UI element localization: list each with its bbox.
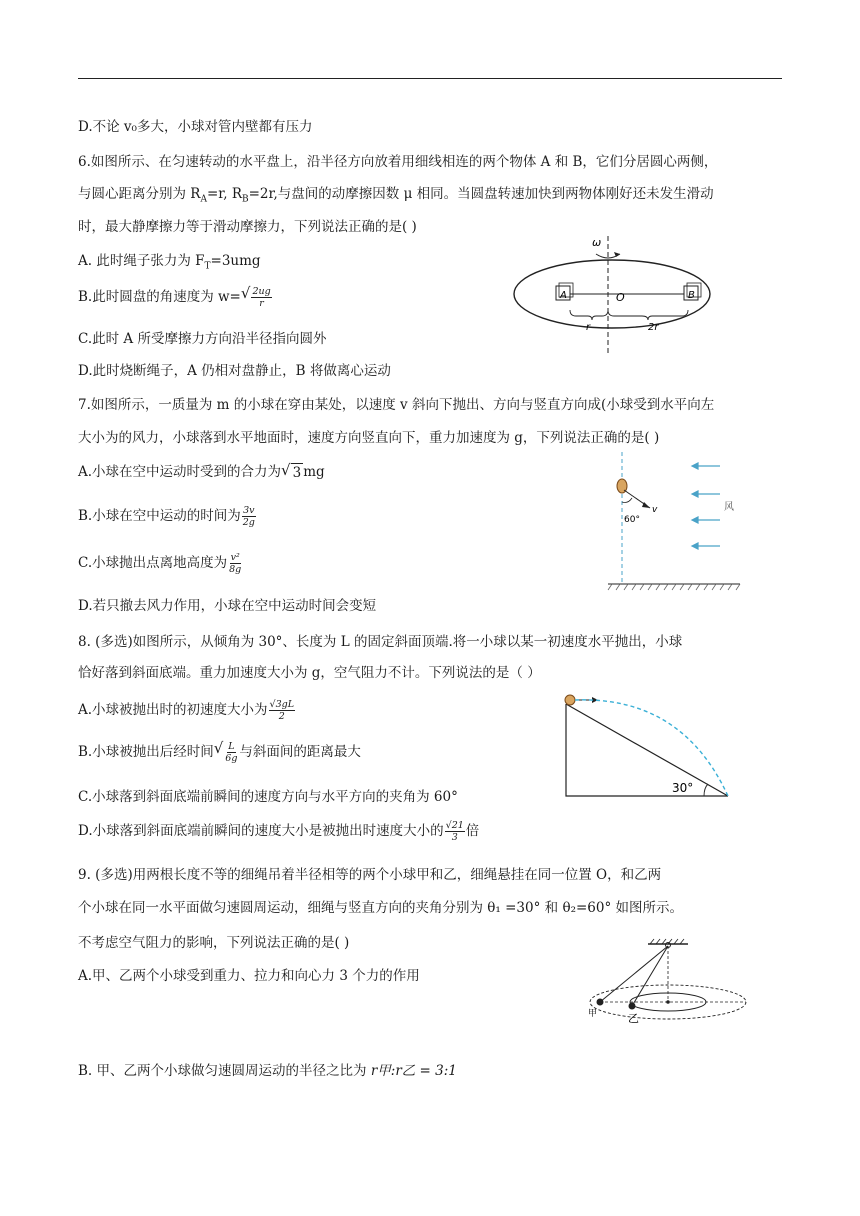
q9-option-a: A.甲、乙两个小球受到重力、拉力和向心力 3 个力的作用 (78, 968, 420, 984)
header-rule (78, 78, 782, 79)
angle-30-label: 30° (672, 781, 694, 795)
q6-option-b: B.此时圆盘的角速度为 w= √ $\frac{2ug}{r}$ (78, 284, 271, 309)
v-label: v (652, 505, 658, 515)
wind-label: 风 (724, 502, 734, 513)
block-a-label: A (560, 290, 567, 301)
q7-option-b: B.小球在空中运动的时间为 $\frac{3v}{2g}$ (78, 505, 255, 528)
q6-stem-line1: 6.如图所示、在匀速转动的水平盘上，沿半径方向放着用细线相连的两个物体 A 和 B，它们分居圆心两侧， (78, 154, 718, 170)
q9-pendulum-figure (588, 936, 780, 1036)
q7-option-d: D.若只撤去风力作用，小球在空中运动时间会变短 (78, 598, 377, 614)
r-label: r (586, 322, 591, 333)
yi-label: 乙 (628, 1012, 639, 1025)
q7-option-a: A.小球在空中运动时受到的合力为 √ 3 mg (78, 461, 325, 481)
q9-stem-line3: 不考虑空气阻力的影响，下列说法正确的是( ) (78, 935, 350, 951)
angle-60-label: 60° (624, 515, 640, 525)
q6-disk-figure (512, 232, 724, 354)
q6-option-d: D.此时烧断绳子，A 仍相对盘静止，B 将做离心运动 (78, 363, 391, 379)
2r-label: 2r (648, 322, 659, 333)
q8-option-b: B.小球被抛出后经时间 √ $\frac{L}{6g}$ 与斜面间的距离最大 (78, 739, 361, 764)
q8-option-c: C.小球落到斜面底端前瞬间的速度方向与水平方向的夹角为 60° (78, 789, 458, 805)
q6-option-a: A. 此时绳子张力为 $F_T=3umg$ (78, 253, 261, 272)
q7-option-c: C.小球抛出点离地高度为 $\frac{\text{v²}}{8g}$ (78, 552, 242, 575)
q7-stem-line1: 7.如图所示，一质量为 m 的小球在穿由某处，以速度 v 斜向下抛出、方向与竖直方向成(小球受到水平向左 (78, 397, 715, 413)
q8-option-a: A.小球被抛出时的初速度大小为 $\frac{√3gL}{2}$ (78, 699, 295, 722)
jia-label: 甲 (588, 1009, 598, 1019)
omega-label: ω (592, 236, 602, 249)
block-b-label: B (688, 290, 695, 301)
q5-option-d: D.不论 v₀多大，小球对管内壁都有压力 (78, 119, 313, 135)
q9-option-b: B. 甲、乙两个小球做匀速圆周运动的半径之比为 r甲:r乙 = 3:1 (78, 1063, 457, 1079)
q8-incline-figure (562, 692, 738, 802)
q8-stem-line2: 恰好落到斜面底端。重力加速度大小为 g，空气阻力不计。下列说法的是（ ） (78, 665, 541, 681)
q7-wind-figure (604, 450, 744, 594)
q9-stem-line2: 个小球在同一水平面做匀速圆周运动，细绳与竖直方向的夹角分别为 θ₁ =30° 和 θ₂=60° 如图所示。 (78, 900, 684, 916)
q8-option-d: D.小球落到斜面底端前瞬间的速度大小是被抛出时速度大小的 $\frac{√21}{3}$ 倍 (78, 820, 480, 843)
q9-stem-line1: 9. (多选)用两根长度不等的细绳吊着半径相等的两个小球甲和乙，细绳悬挂在同一位置 O，和乙两 (78, 867, 662, 883)
q7-stem-line2: 大小为的风力，小球落到水平地面时，速度方向竖直向下，重力加速度为 g，下列说法正确的是( ) (78, 430, 660, 446)
center-o-label: O (616, 291, 625, 304)
q8-stem-line1: 8. (多选)如图所示，从倾角为 30°、长度为 L 的固定斜面顶端.将一小球以某一初速度水平抛出，小球 (78, 634, 683, 650)
q6-stem-line3: 时，最大静摩擦力等于滑动摩擦力，下列说法正确的是( ) (78, 219, 417, 235)
q6-option-c: C.此时 A 所受摩擦力方向沿半径指向圆外 (78, 331, 327, 347)
q6-stem-line2: 与圆心距离分别为 $R_A=r$, $R_B=2r$,与盘间的动摩擦因数 μ 相同。当圆盘转速加快到两物体刚好还未发生滑动 (78, 186, 714, 205)
